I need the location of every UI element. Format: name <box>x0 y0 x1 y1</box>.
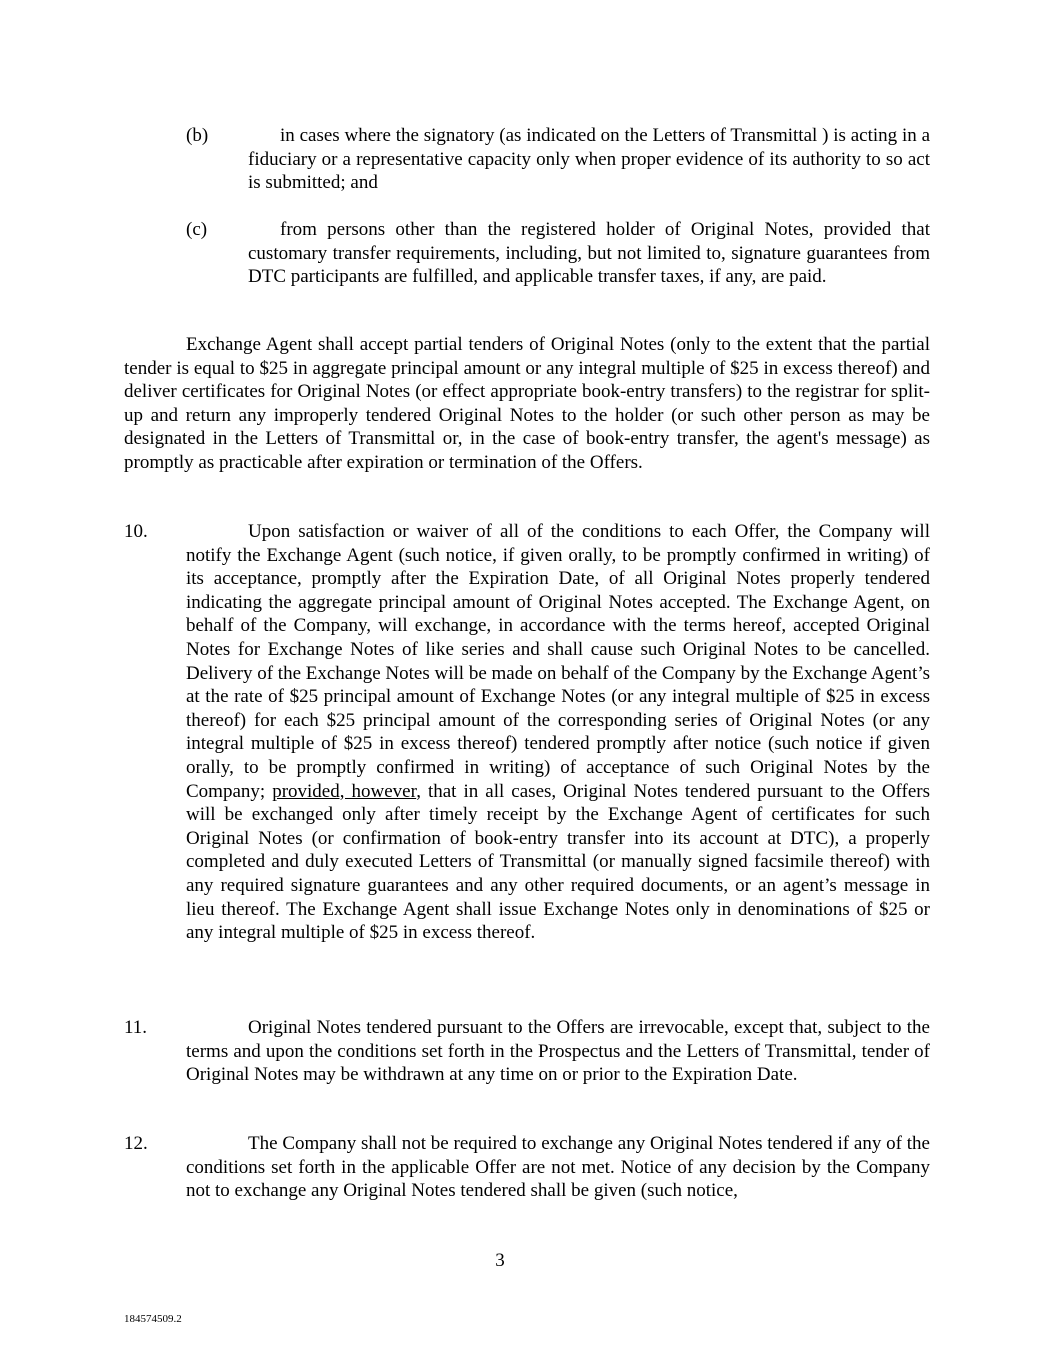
sub-item-b <box>186 124 930 195</box>
partial-tenders-paragraph: Exchange Agent shall accept partial tenders of Original Notes (only to the extent that the partial tender is equal to $25 in aggregate principal amount or any integral multiple of $25 in excess thereof) and deliver certificates for Original Notes (or effect appropriate book-entry transfers) to the registrar for split-up and return any improperly tendered Original Notes to the holder (or such other person as may be designated in the Letters of Transmittal or, in the case of book-entry transfer, the agent's message) as promptly as practicable after expiration or termination of the Offers. <box>124 334 930 473</box>
provided-however-emphasis: provided, however <box>272 780 417 802</box>
numbered-item-10 <box>124 520 930 945</box>
item-number: 10. <box>124 521 148 542</box>
item-text-part: , that in all cases, Original Notes tendered pursuant to the Offers will be exchanged only after timely receipt by the Exchange Agent of certificates for such Original Notes (or confirmation of book-entry transfer into its account at DTC), a properly completed and duly executed Letters of Transmittal (or manually signed facsimile thereof) with any required signature guarantees and any other required documents, or an agent’s message in lieu thereof. The Exchange Agent shall issue Exchange Notes only in denominations of $25 or any integral multiple of $25 in excess thereof. <box>186 780 930 944</box>
item-text <box>186 520 930 945</box>
numbered-item-12 <box>124 1132 930 1203</box>
item-number: 11. <box>124 1017 148 1038</box>
sub-item-text: in cases where the signatory (as indicated on the Letters of Transmittal ) is acting in a fiduciary or a representative capacity only when proper evidence of its authority to so act is submitted; and <box>248 125 930 194</box>
item-number: 12. <box>124 1133 148 1154</box>
item-text: The Company shall not be required to exchange any Original Notes tendered if any of the conditions set forth in the applicable Offer are not met. Notice of any decision by the Company not to exchange any Original Notes tendered shall be given (such notice, <box>186 1133 930 1202</box>
sub-item-text: from persons other than the registered holder of Original Notes, provided that customary transfer requirements, including, but not limited to, signature guarantees from DTC participants are fulfilled, and applicable transfer taxes, if any, are paid. <box>248 219 930 288</box>
sub-item-c <box>186 218 930 289</box>
sub-item-label: (c) <box>186 219 208 240</box>
numbered-item-11 <box>124 1016 930 1087</box>
sub-item-label: (b) <box>186 125 209 146</box>
page-number: 3 <box>495 1250 505 1271</box>
item-text-part: Upon satisfaction or waiver of all of the conditions to each Offer, the Company will notify the Exchange Agent (such notice, if given orally, to be promptly confirmed in writing) of its acceptance, promptly after the Expiration Date, of all Original Notes properly tendered indicating the aggregate principal amount of Original Notes accepted. The Exchange Agent, on behalf of the Company, will exchange, in accordance with the terms hereof, accepted Original Notes for Exchange Notes of like series and shall cause such Original Notes to be cancelled. Delivery of the Exchange Notes will be made on behalf of the Company by the Exchange Agent’s at the rate of $25 principal amount of Exchange Notes (or any integral multiple of $25 in excess thereof) for each $25 principal amount of the corresponding series of Original Notes (or any integral multiple of $25 in excess thereof) tendered promptly after notice (such notice if given orally, to be promptly confirmed in writing) of acceptance of such Original Notes by the Company; <box>186 521 930 802</box>
item-text: Original Notes tendered pursuant to the Offers are irrevocable, except that, subject to the terms and upon the conditions set forth in the Prospectus and the Letters of Transmittal, tender of Original Notes may be withdrawn at any time on or prior to the Expiration Date. <box>186 1017 930 1086</box>
document-id: 184574509.2 <box>124 1313 182 1325</box>
